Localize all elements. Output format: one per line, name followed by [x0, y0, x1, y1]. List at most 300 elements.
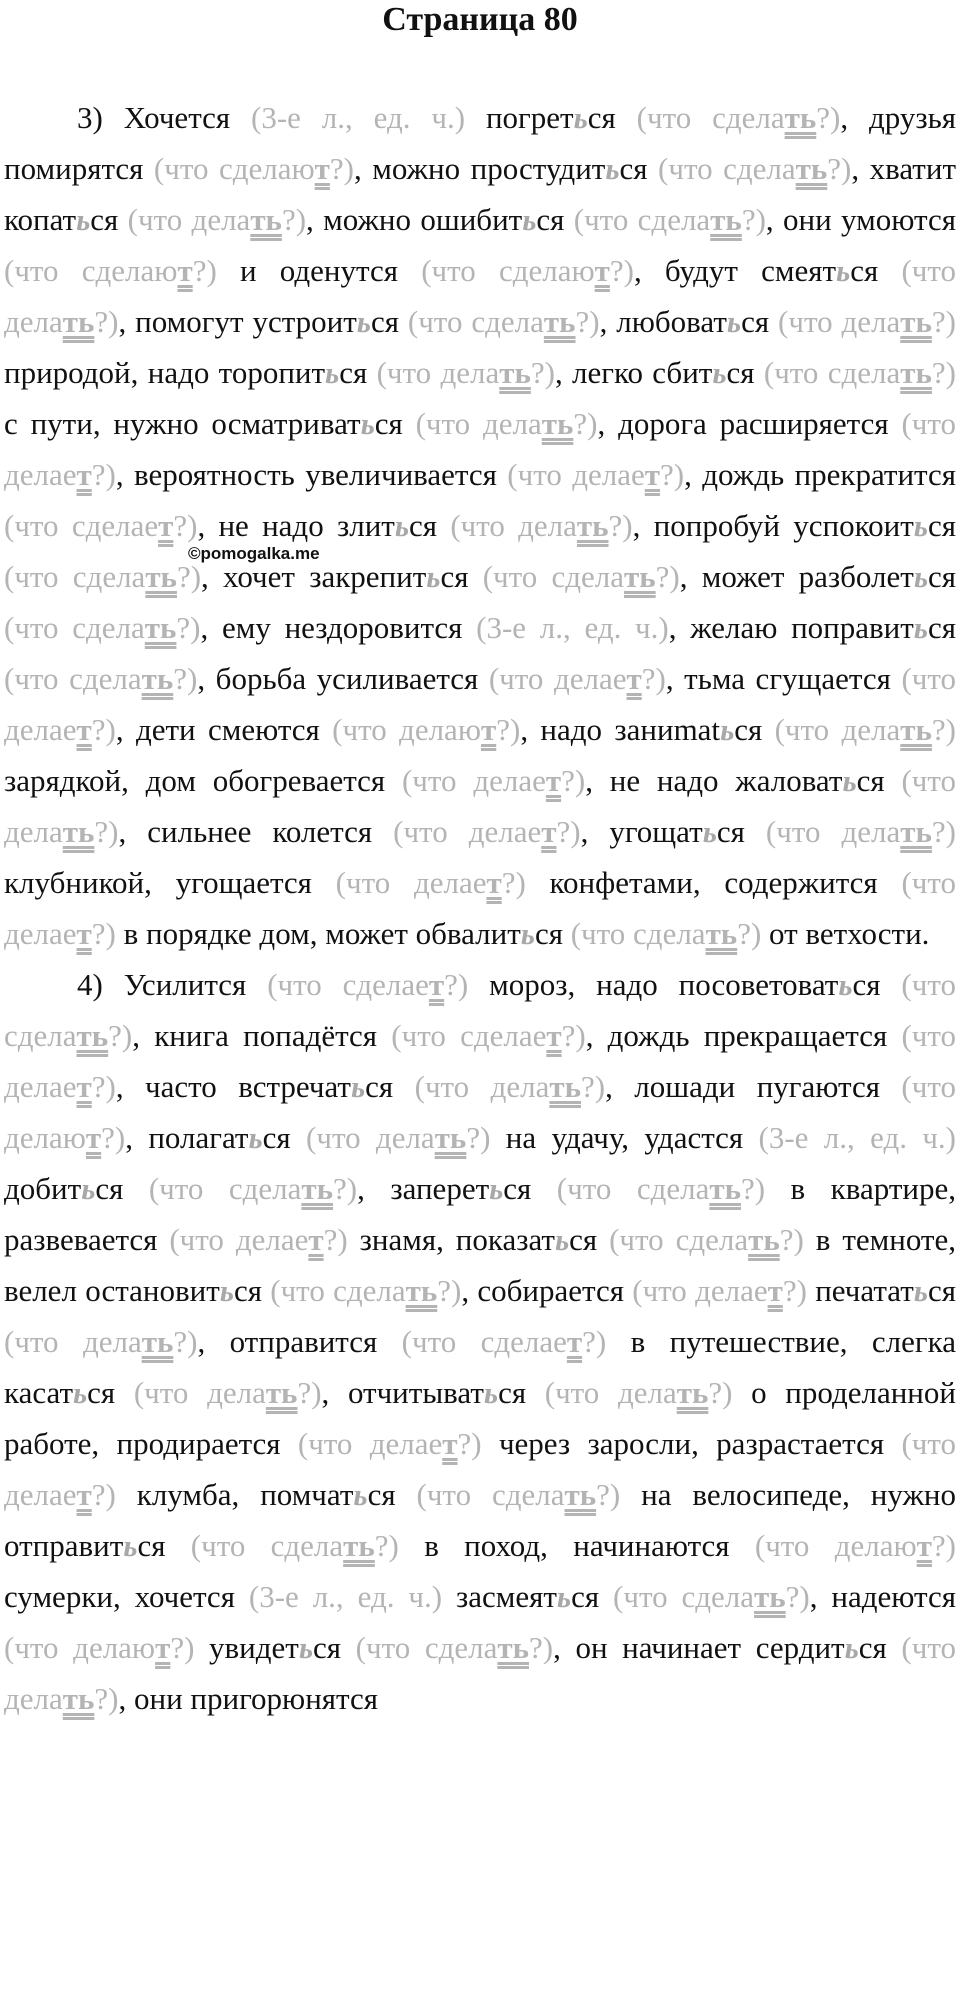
soft-sign-highlight: ь: [836, 253, 851, 288]
text-run: на велосипеде, нужно отправит: [4, 1477, 956, 1563]
verb-ending-underline: ть: [541, 406, 574, 441]
question-mark: ?): [192, 253, 217, 288]
question-text: (что делае: [297, 1426, 443, 1461]
grammar-question: [128, 202, 306, 237]
question-text: (что дела: [765, 814, 901, 849]
question-mark: ?): [556, 814, 581, 849]
verb-ending-underline: т: [76, 916, 92, 951]
text-run: в путешествие, слегка касат: [4, 1324, 956, 1410]
verb-ending-underline: ть: [900, 304, 932, 339]
text-run: ся: [367, 1477, 417, 1512]
verb-ending-underline: ть: [62, 304, 95, 339]
question-text: (что делае: [4, 1426, 956, 1512]
question-mark: ?): [108, 1018, 133, 1053]
text-run: ся: [313, 1630, 356, 1665]
question-text: (что делае: [401, 763, 546, 798]
verb-ending-underline: т: [594, 253, 610, 288]
verb-ending-underline: ть: [141, 661, 174, 696]
question-text: (что сдела: [482, 559, 625, 594]
grammar-question: [270, 1273, 461, 1308]
text-run: , можно ошибит: [306, 202, 523, 237]
question-mark: ?): [176, 559, 202, 594]
text-run: ся: [365, 1069, 415, 1104]
verb-ending-underline: ть: [141, 1324, 174, 1359]
grammar-question: [391, 1018, 585, 1053]
question-text: (что дела: [774, 712, 901, 747]
question-text: (что сдела: [556, 1171, 710, 1206]
text-run: с пути, нужно осматриват: [4, 406, 361, 441]
verb-ending-underline: т: [546, 1018, 562, 1053]
question-text: (что делае: [4, 406, 956, 492]
question-text: (что делае: [4, 661, 956, 747]
verb-ending-underline: т: [541, 814, 557, 849]
text-run: , тьма сгущается: [665, 661, 902, 696]
text-run: , дождь прекращается: [585, 1018, 902, 1053]
question-text: (что сдела: [4, 967, 956, 1053]
question-text: (что сдела: [416, 1477, 565, 1512]
text-run: зарядкой, дом обогревается: [4, 763, 402, 798]
watermark: ©pomogalka.me: [188, 544, 320, 563]
text-run: , может разболет: [679, 559, 914, 594]
question-mark: ?): [173, 508, 198, 543]
question-text: (что делае: [507, 457, 645, 492]
text-run: засмеят: [442, 1579, 557, 1614]
verb-ending-underline: т: [442, 1426, 458, 1461]
grammar-question: [778, 304, 956, 339]
question-mark: ?): [660, 457, 685, 492]
verb-ending-underline: ть: [76, 1018, 109, 1053]
grammar-question: [393, 814, 580, 849]
verb-ending-underline: т: [545, 763, 562, 798]
text-run: ся: [619, 151, 659, 186]
question-mark: ?): [528, 1630, 554, 1665]
grammar-question: [191, 1528, 399, 1563]
text-run: в порядке дом, может обвалит: [115, 916, 521, 951]
grammar-question: [134, 1375, 322, 1410]
soft-sign-highlight: ь: [353, 1477, 368, 1512]
question-mark: ?): [596, 1477, 621, 1512]
text-run: , он начинает сердит: [553, 1630, 845, 1665]
text-run: добит: [4, 1171, 82, 1206]
verb-ending-underline: ть: [676, 1375, 709, 1410]
grammar-question: [356, 1630, 553, 1665]
text-run: , они умоются: [765, 202, 956, 237]
grammar-question: [775, 712, 956, 747]
soft-sign-highlight: ь: [838, 967, 853, 1002]
question-text: (что сделае: [401, 1324, 567, 1359]
text-run: , полагат: [125, 1120, 249, 1155]
text-run: , они пригорюнятся: [118, 1681, 378, 1716]
text-run: , отчитыват: [321, 1375, 484, 1410]
question-text: (что дела: [4, 763, 956, 849]
grammar-question: [557, 1171, 765, 1206]
question-text: (что дела: [450, 508, 577, 543]
text-run: , заперет: [357, 1171, 490, 1206]
question-mark: ?): [608, 508, 633, 543]
text-run: печатат: [806, 1273, 914, 1308]
soft-sign-highlight: ь: [489, 1171, 504, 1206]
text-run: в квартире, развевается: [4, 1171, 956, 1257]
text-run: , борьба усиливается: [197, 661, 489, 696]
grammar-question: [545, 1375, 733, 1410]
grammar-question: [4, 610, 201, 645]
soft-sign-highlight: ь: [219, 1273, 234, 1308]
verb-ending-underline: ть: [900, 712, 932, 747]
question-mark: ?): [466, 1120, 491, 1155]
question-text: (что сдела: [609, 1222, 749, 1257]
grammar-question: [759, 1120, 956, 1155]
text-run: , ему нездоровится: [200, 610, 477, 645]
soft-sign-highlight: ь: [913, 508, 928, 543]
verb-ending-underline: ть: [754, 1579, 786, 1614]
text-run: , часто встречат: [115, 1069, 351, 1104]
verb-ending-underline: т: [76, 712, 92, 747]
question-text: (что сдела: [570, 916, 706, 951]
question-text: (3-е л., ед. ч.): [251, 100, 466, 135]
grammar-question: [169, 1222, 347, 1257]
soft-sign-highlight: ь: [483, 1375, 499, 1410]
question-text: (что сделае: [4, 508, 159, 543]
soft-sign-highlight: ь: [394, 508, 410, 543]
verb-ending-underline: ть: [795, 151, 828, 186]
text-run: ся: [90, 202, 128, 237]
question-mark: ?): [737, 916, 762, 951]
verb-ending-underline: ть: [405, 1273, 438, 1308]
soft-sign-highlight: ь: [556, 1579, 572, 1614]
question-text: (что делае: [335, 865, 487, 900]
question-text: (что сдела: [763, 355, 901, 390]
question-mark: ?): [827, 151, 852, 186]
soft-sign-highlight: ь: [81, 1171, 96, 1206]
question-text: (3-е л., ед. ч.): [476, 610, 669, 645]
soft-sign-highlight: ь: [76, 202, 91, 237]
text-run: , дорога расширяется: [597, 406, 902, 441]
text-run: природой, надо торопит: [4, 355, 326, 390]
question-text: (что сделае: [391, 1018, 547, 1053]
verb-ending-underline: т: [767, 1273, 783, 1308]
text-run: о проделанной работе, продирается: [4, 1375, 956, 1461]
soft-sign-highlight: ь: [123, 1528, 138, 1563]
verb-ending-underline: т: [76, 1069, 92, 1104]
verb-ending-underline: т: [158, 508, 174, 543]
verb-ending-underline: ть: [265, 1375, 298, 1410]
question-mark: ?): [501, 865, 526, 900]
text-run: ся: [858, 1630, 902, 1665]
soft-sign-highlight: ь: [248, 1120, 263, 1155]
question-text: (что делаю: [4, 1630, 156, 1665]
text-run: ся: [927, 610, 956, 645]
text-run: знамя, показат: [347, 1222, 555, 1257]
text-run: на удачу, удастся: [490, 1120, 759, 1155]
question-text: (что делае: [169, 1222, 309, 1257]
question-text: (что делае: [4, 1018, 956, 1104]
question-text: (что делае: [488, 661, 627, 696]
text-run: от ветхости.: [761, 916, 930, 951]
question-mark: ?): [741, 202, 766, 237]
text-run: , попробуй успокоит: [632, 508, 914, 543]
question-mark: ?): [785, 1579, 810, 1614]
text-run: , надеются: [809, 1579, 956, 1614]
text-run: ся: [927, 559, 957, 594]
question-text: (что делаю: [4, 1069, 956, 1155]
grammar-question: [416, 406, 598, 441]
grammar-question: [766, 814, 956, 849]
soft-sign-highlight: ь: [702, 814, 717, 849]
text-run: в поход, начинаются: [398, 1528, 755, 1563]
grammar-question: [336, 865, 526, 900]
question-mark: ?): [170, 1630, 195, 1665]
text-run: 4) Усилится: [77, 967, 268, 1002]
text-run: , надо заниmat: [520, 712, 721, 747]
question-mark: ?): [437, 1273, 462, 1308]
text-run: ся: [137, 1528, 191, 1563]
text-run: ся: [569, 1222, 610, 1257]
text-run: ся: [850, 253, 902, 288]
soft-sign-highlight: ь: [844, 1630, 859, 1665]
text-run: , отправится: [197, 1324, 402, 1359]
verb-ending-underline: ть: [499, 355, 531, 390]
question-mark: ?): [94, 304, 119, 339]
text-run: , помогут устроит: [118, 304, 357, 339]
verb-ending-underline: ть: [900, 355, 932, 390]
question-mark: ?): [609, 253, 634, 288]
soft-sign-highlight: ь: [325, 355, 340, 390]
question-mark: ?): [655, 559, 680, 594]
text-run: , можно простудит: [354, 151, 606, 186]
verb-ending-underline: т: [486, 865, 502, 900]
text-run: ся: [927, 1273, 956, 1308]
soft-sign-highlight: ь: [360, 406, 375, 441]
grammar-question: [402, 763, 585, 798]
verb-ending-underline: ть: [62, 814, 95, 849]
grammar-question: [267, 967, 468, 1002]
grammar-question: [4, 1630, 194, 1665]
question-mark: ?): [496, 712, 521, 747]
grammar-question: [298, 1426, 482, 1461]
grammar-question: [476, 610, 669, 645]
soft-sign-highlight: ь: [913, 1273, 928, 1308]
text-run: ся: [536, 202, 574, 237]
question-mark: ?): [931, 1528, 956, 1563]
soft-sign-highlight: ь: [726, 304, 742, 339]
question-text: (что делаю: [754, 1528, 917, 1563]
soft-sign-highlight: ь: [73, 1375, 88, 1410]
grammar-question: [489, 661, 666, 696]
question-text: (что делае: [632, 1273, 768, 1308]
verb-ending-underline: т: [480, 712, 497, 747]
grammar-question: [251, 100, 465, 135]
verb-ending-underline: ть: [62, 1681, 95, 1716]
question-text: (что сдела: [636, 100, 785, 135]
verb-ending-underline: ть: [900, 814, 932, 849]
verb-ending-underline: т: [155, 1630, 171, 1665]
text-run: ся: [503, 1171, 557, 1206]
question-mark: ?): [457, 1426, 482, 1461]
verb-ending-underline: ть: [549, 1069, 582, 1104]
verb-ending-underline: ть: [434, 1120, 467, 1155]
question-mark: ?): [281, 202, 307, 237]
question-text: (что сдела: [270, 1273, 406, 1308]
verb-ending-underline: ть: [543, 304, 576, 339]
verb-ending-underline: т: [626, 661, 642, 696]
grammar-question: [249, 1579, 442, 1614]
question-mark: ?): [561, 763, 586, 798]
text-run: , сильнее колется: [118, 814, 394, 849]
question-text: (что сдела: [658, 151, 796, 186]
grammar-question: [377, 355, 555, 390]
question-text: (что сделаю: [4, 253, 178, 288]
text-run: , дождь прекратится: [684, 457, 956, 492]
question-mark: ?): [101, 1120, 126, 1155]
text-run: ся: [233, 1273, 271, 1308]
text-run: и оденутся: [216, 253, 422, 288]
text-run: ся: [571, 1579, 614, 1614]
soft-sign-highlight: ь: [712, 355, 727, 390]
verb-ending-underline: ть: [784, 100, 817, 135]
text-run: ся: [716, 814, 766, 849]
text-run: , вероятность увеличивается: [115, 457, 508, 492]
verb-ending-underline: ть: [748, 1222, 780, 1257]
text-run: , будут смеят: [633, 253, 837, 288]
verb-ending-underline: ть: [564, 1477, 597, 1512]
soft-sign-highlight: ь: [842, 763, 857, 798]
question-text: (что дела: [376, 355, 500, 390]
text-run: ся: [587, 100, 637, 135]
question-text: (что сдела: [613, 1579, 755, 1614]
text-run: ся: [374, 406, 416, 441]
text-run: клубникой, угощается: [4, 865, 336, 900]
grammar-question: [609, 1222, 804, 1257]
soft-sign-highlight: ь: [298, 1630, 314, 1665]
question-text: (что дела: [306, 1120, 435, 1155]
question-mark: ?): [779, 1222, 804, 1257]
question-text: (что сделае: [267, 967, 429, 1002]
grammar-question: [154, 151, 354, 186]
text-run: через заросли, разрастается: [481, 1426, 902, 1461]
paragraph-p3: [4, 92, 956, 959]
grammar-question: [574, 202, 766, 237]
question-mark: ?): [297, 1375, 322, 1410]
text-run: ся: [498, 1375, 545, 1410]
verb-ending-underline: ть: [301, 1171, 334, 1206]
question-mark: ?): [374, 1528, 399, 1563]
question-text: (что дела: [4, 253, 957, 339]
grammar-question: [764, 355, 956, 390]
text-run: ся: [741, 304, 779, 339]
text-run: , любоват: [599, 304, 727, 339]
text-run: ся: [927, 508, 956, 543]
question-mark: ?): [573, 406, 598, 441]
text-run: ся: [87, 1375, 134, 1410]
question-mark: ?): [176, 610, 201, 645]
question-mark: ?): [91, 1069, 116, 1104]
verb-ending-underline: т: [177, 253, 193, 288]
question-mark: ?): [931, 355, 956, 390]
verb-ending-underline: ть: [624, 559, 656, 594]
question-text: (что делаю: [332, 712, 481, 747]
verb-ending-underline: ть: [709, 1171, 741, 1206]
verb-ending-underline: ть: [497, 1630, 529, 1665]
question-mark: ?): [931, 814, 956, 849]
verb-ending-underline: ть: [144, 610, 177, 645]
text-run: ся: [370, 304, 408, 339]
text-run: ся: [95, 1171, 149, 1206]
question-mark: ?): [444, 967, 469, 1002]
question-text: (что дела: [415, 406, 542, 441]
grammar-question: [4, 253, 217, 288]
text-run: увидет: [194, 1630, 299, 1665]
text-run: клумба, помчат: [115, 1477, 354, 1512]
verb-ending-underline: т: [644, 457, 661, 492]
verb-ending-underline: т: [76, 457, 92, 492]
text-run: ся: [409, 508, 451, 543]
grammar-question: [637, 100, 841, 135]
question-mark: ?): [561, 1018, 586, 1053]
text-run: ся: [534, 916, 571, 951]
question-text: (что сдела: [407, 304, 544, 339]
question-text: (что сдела: [190, 1528, 344, 1563]
grammar-question: [632, 1273, 807, 1308]
question-mark: ?): [173, 1324, 198, 1359]
question-mark: ?): [333, 1171, 358, 1206]
question-mark: ?): [329, 151, 354, 186]
text-run: ся: [339, 355, 377, 390]
soft-sign-highlight: ь: [913, 559, 928, 594]
text-run: сумерки, хочется: [4, 1579, 249, 1614]
verb-ending-underline: ть: [710, 202, 742, 237]
soft-sign-highlight: ь: [554, 1222, 570, 1257]
question-text: (3-е л., ед. ч.): [248, 1579, 443, 1614]
text-run: ся: [262, 1120, 307, 1155]
verb-ending-underline: ть: [576, 508, 609, 543]
question-text: (что сдела: [4, 610, 145, 645]
body-text: [4, 92, 956, 1724]
page-title: Страница 80: [382, 1, 578, 38]
soft-sign-highlight: ь: [720, 712, 735, 747]
grammar-question: [507, 457, 684, 492]
soft-sign-highlight: ь: [913, 610, 928, 645]
text-run: погрет: [465, 100, 574, 135]
question-text: (что дела: [778, 304, 901, 339]
grammar-question: [4, 661, 197, 696]
text-run: , дети смеются: [115, 712, 333, 747]
grammar-question: [755, 1528, 956, 1563]
text-run: , желаю поправит: [668, 610, 914, 645]
grammar-question: [421, 253, 634, 288]
grammar-question: [450, 508, 632, 543]
paragraph-p4: [4, 959, 956, 1724]
question-text: (что дела: [544, 1375, 677, 1410]
question-mark: ?): [782, 1273, 807, 1308]
question-text: (что сделаю: [421, 253, 595, 288]
verb-ending-underline: т: [85, 1120, 102, 1155]
question-mark: ?): [323, 1222, 348, 1257]
question-text: (что сдела: [148, 1171, 302, 1206]
grammar-question: [4, 559, 201, 594]
question-mark: ?): [91, 712, 116, 747]
grammar-question: [417, 1477, 621, 1512]
question-mark: ?): [708, 1375, 733, 1410]
question-text: (что дела: [4, 1630, 956, 1716]
text-run: , угощат: [580, 814, 703, 849]
verb-ending-underline: ть: [250, 202, 282, 237]
question-mark: ?): [931, 304, 956, 339]
question-mark: ?): [582, 1324, 607, 1359]
question-text: (что сделаю: [153, 151, 315, 186]
text-run: , собирается: [461, 1273, 633, 1308]
question-mark: ?): [94, 1681, 119, 1716]
soft-sign-highlight: ь: [573, 100, 588, 135]
